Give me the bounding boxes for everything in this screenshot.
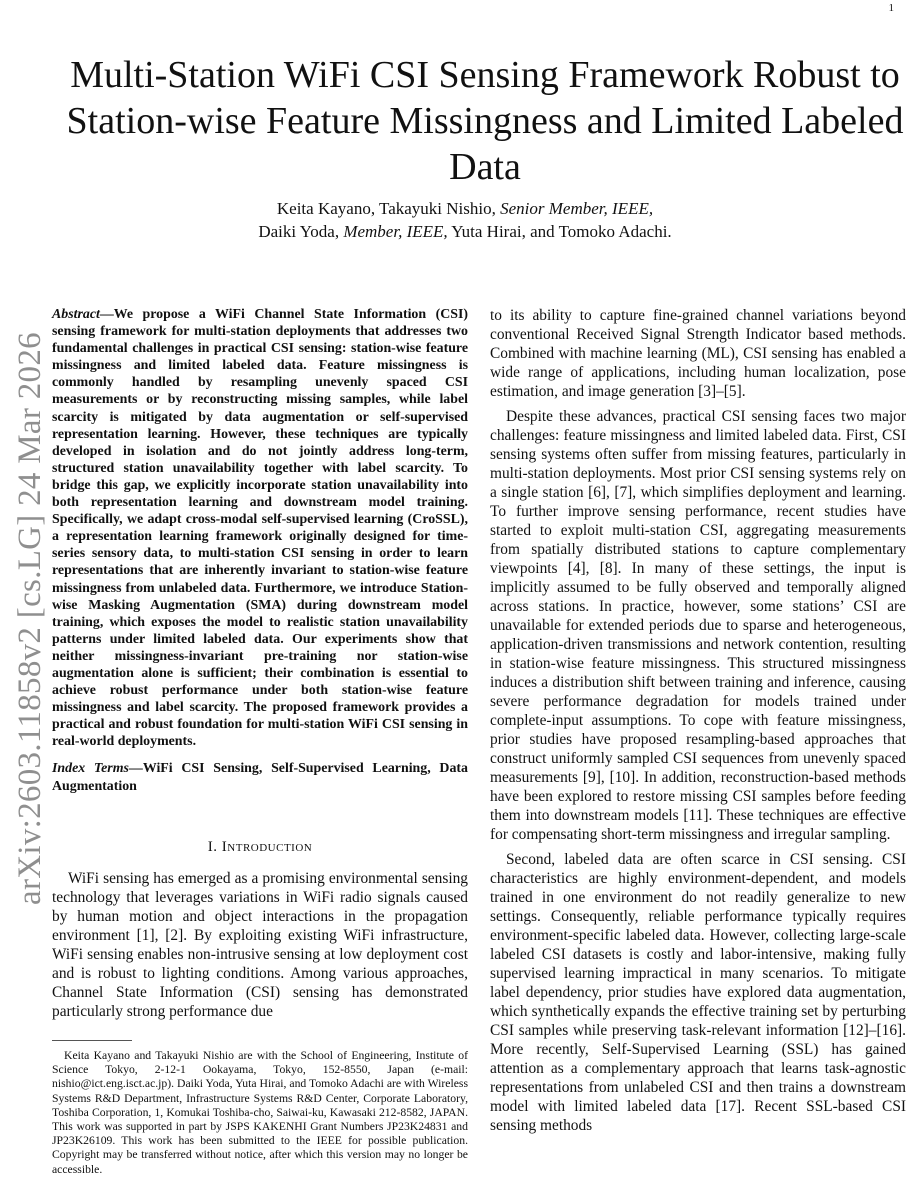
right-paragraph-3: Second, labeled data are often scarce in CSI sensing. CSI characteristics are highly environment-dependent, and models trained in one environment do not readily generalize to new settings. Consequently, reliable performance typically requires environment-specific labeled data. However, collecting large-scale labeled CSI datasets is costly and labor-intensive, making fully supervised learning impractical in many scenarios. To mitigate label dependency, prior studies have explored data augmentation, which synthetically expands the effective training set by perturbing CSI samples while preserving task-relevant information [12]–[16]. More recently, Self-Supervised Learning (SSL) has gained attention as a complementary approach that learns task-agnostic representations from unlabeled CSI and then trains a downstream model with limited labeled data [17]. Recent SSL-based CSI sensing methods (490, 851, 906, 1134)
author-name-2: Daiki Yoda, (258, 222, 344, 241)
page-number: 1 (888, 2, 894, 14)
paper-title: Multi-Station WiFi CSI Sensing Framework Robust to Station-wise Feature Missingness and Limited Labeled Data (66, 54, 904, 188)
index-terms-lead: Index Terms (52, 761, 129, 777)
abstract-text: We propose a WiFi Channel State Information (CSI) sensing framework for multi-station deployments that addresses two fundamental challenges in practical CSI sensing: station-wise feature missingness and limited labeled data. Feature missingness is commonly handled by resampling unevenly spaced CSI measurements or by reconstructing missing samples, while label scarcity is mitigated by data augmentation or self-supervised representation learning. However, these techniques are typically developed in isolation and do not jointly address long-term, structured station unavailability together with label scarcity. To bridge this gap, we explicitly incorporate station unavailability into both representation learning and downstream model training. Specifically, we adapt cross-modal self-supervised learning (CroSSL), a representation learning framework originally designed for time-series sensory data, to multi-station CSI sensing in order to learn representations that are inherently invariant to station-wise feature missingness from unlabeled data. Furthermore, we introduce Station-wise Masking Augmentation (SMA) during downstream model training, which exposes the model to realistic station unavailability patterns under limited labeled data. Our experiments show that neither missingness-invariant pre-training nor station-wise augmentation alone is sufficient; their combination is essential to achieve robust performance under both station-wise feature missingness and label scarcity. The proposed framework provides a practical and robust foundation for multi-station WiFi CSI sensing in real-world deployments. (52, 307, 468, 750)
section-title: Introduction (221, 839, 313, 856)
index-terms (52, 760, 468, 796)
abstract (52, 306, 468, 750)
author-block (180, 197, 750, 243)
index-terms-dash: — (128, 761, 143, 777)
intro-paragraph-1: WiFi sensing has emerged as a promising environmental sensing technology that leverages variations in WiFi radio signals caused by human motion and object interactions in the propagation environment [1], [2]. By exploiting existing WiFi infrastructure, WiFi sensing enables non-intrusive sensing at low deployment cost and is robust to lighting conditions. Among various approaches, Channel State Information (CSI) sensing has demonstrated particularly strong performance due (52, 870, 468, 1021)
right-paragraph-2: Despite these advances, practical CSI sensing faces two major challenges: feature missingness and limited labeled data. First, CSI sensing systems often suffer from missing features, particularly in multi-station deployments. Most prior CSI sensing systems rely on a single station [6], [7], which simplifies deployment and learning. To further improve sensing performance, recent studies have started to exploit multi-station CSI, aggregating measurements from spatially distributed stations to capture complementary viewpoints [4], [8]. In many of these settings, the input is implicitly assumed to be fully observed and temporally aligned across stations. In practice, however, some stations’ CSI are unavailable for extended periods due to sparse and heterogeneous, application-driven transmissions and network contention, resulting in station-wise feature missingness. This structured missingness induces a distribution shift between training and inference, causing severe performance degradation for models trained under complete-input assumptions. To cope with feature missingness, prior studies have proposed resampling-based approaches that construct uniformly sampled CSI sequences from unevenly spaced measurements [9], [10]. In addition, reconstruction-based methods have been explored to restore missing CSI samples before feeding them into downstream models [11]. These techniques are effective for compensating short-term missingness and irregular sampling. (490, 408, 906, 843)
section-heading-introduction (52, 838, 468, 857)
right-paragraph-1: to its ability to capture fine-grained channel variations beyond conventional Received Signal Strength Indicator based methods. Combined with machine learning (ML), CSI sensing has enabled a wide range of applications, including human localization, pose estimation, and image generation [3]–[5]. (490, 307, 906, 400)
right-column (490, 306, 906, 1135)
footnote-rule (52, 1040, 132, 1041)
author-names-rest: Yuta Hirai, and Tomoko Adachi. (447, 222, 672, 241)
footnote: Keita Kayano and Takayuki Nishio are with the School of Engineering, Institute of Science Tokyo, 2-12-1 Ookayama, Tokyo, 152-8550, Japan (e-mail: nishio@ict.eng.isct.ac.jp). Daiki Yoda, Yuta Hirai, and Tomoko Adachi are with Wireless Systems R&D Department, Infrastructure Systems R&D Center, Corporate Laboratory, Toshiba Corporation, 1, Komukai Toshiba-cho, Saiwai-ku, Kawasaki 212-8582, JAPAN. This work was supported in part by JSPS KAKENHI Grant Numbers JP23K24831 and JP23K26109. This work has been submitted to the IEEE for possible publication. Copyright may be transferred without notice, after which this version may no longer be accessible. (52, 1049, 468, 1176)
author-line-1 (180, 197, 750, 220)
author-affil-2: Member, IEEE, (343, 222, 448, 241)
abstract-lead: Abstract (52, 307, 100, 322)
author-names-1: Keita Kayano, Takayuki Nishio, (276, 199, 501, 218)
author-affil-1: Senior Member, IEEE, (500, 199, 654, 218)
author-line-2 (180, 220, 750, 243)
arxiv-stamp: arXiv:2603.11858v2 [cs.LG] 24 Mar 2026 (12, 332, 48, 905)
index-terms-text: WiFi CSI Sensing, Self-Supervised Learning, Data Augmentation (52, 761, 468, 795)
left-column (52, 306, 468, 1021)
abstract-dash: — (99, 307, 114, 322)
section-number: I. (207, 839, 222, 856)
